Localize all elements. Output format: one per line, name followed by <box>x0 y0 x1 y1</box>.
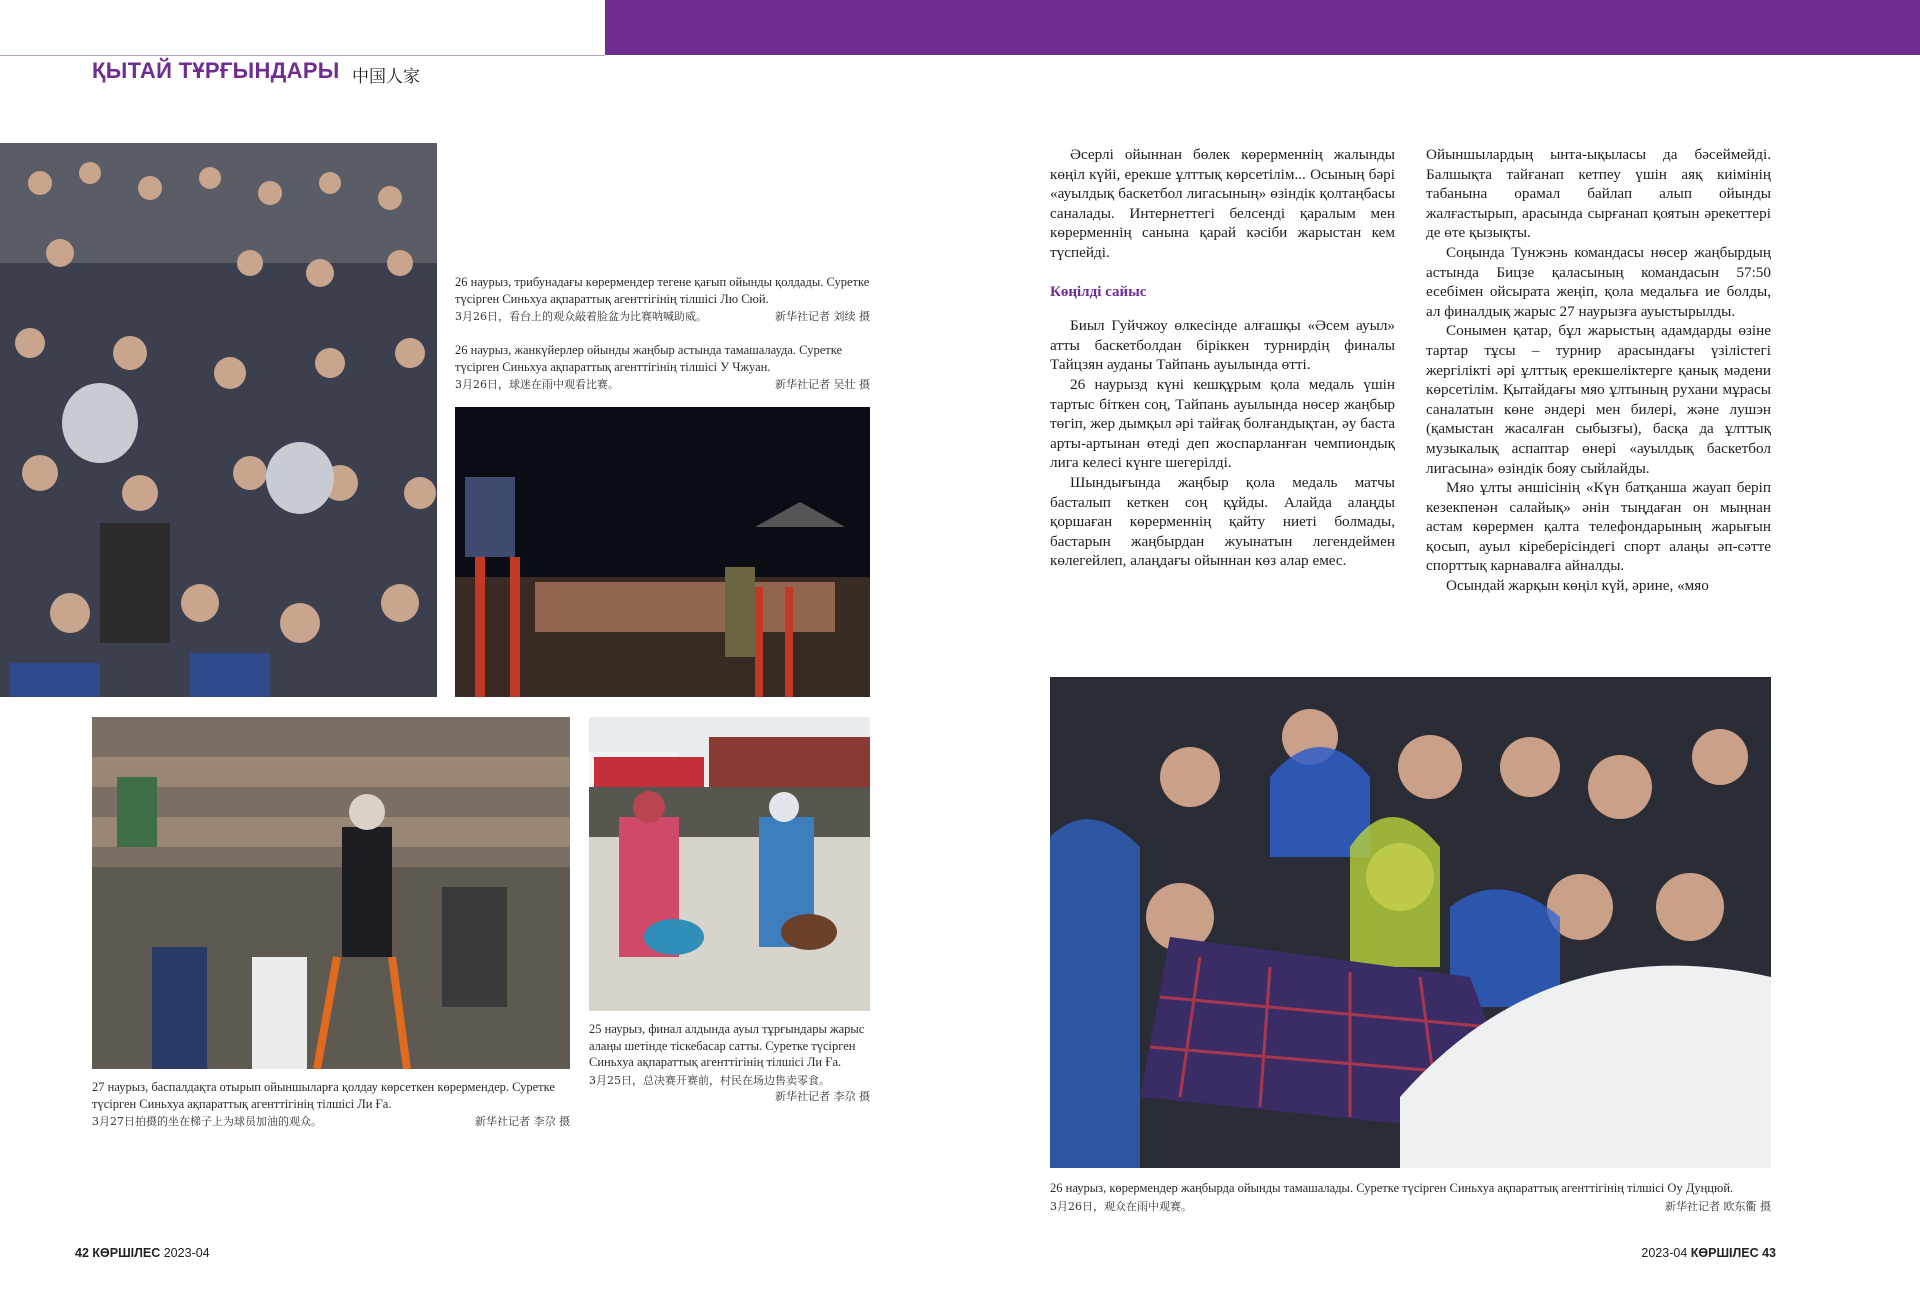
paragraph: Сонымен қатар, бұл жарыстың адамдарды өзіне тартар тұсы – турнир арасындағы үзілістегі жергілікті әрі ұлттық ерекшеліктерге қанық мәдени көрсетілім. Қытайдағы мяо ұлтының рухани мұрасы саналатын көне әндері мен билері, және лушэн (қамыстан жасалған сыбызғы), басқа да ұлттық музыкалық аспаптар өнері «ауылдық баскетбол лигасына» өзіндік бояу сыйлайды. <box>1426 322 1771 477</box>
subheading: Көңілді сайыс <box>1050 283 1147 300</box>
caption-cn: 3月25日，总决赛开赛前，村民在场边售卖零食。 <box>589 1073 830 1087</box>
issue-left: 2023-04 <box>163 1246 210 1260</box>
paragraph: Әсерлі ойыннан бөлек көрерменнің жалынды көңіл күйі, ерекше ұлттық көрсетілім... Осының бәрі «ауылдық баскетбол лигасының» өзіндік қолтаңбасы саналады. Интернеттегі белсенді қаралым мен көрерменнің санына қарай кәсіби жарыстан кем түспейді. <box>1050 146 1395 261</box>
photo-fans-on-ladders <box>92 717 570 1069</box>
caption-credit: 新华社记者 李尕 摄 <box>775 1089 870 1103</box>
caption-text: 25 наурыз, финал алдында ауыл тұрғындары жарыс алаңы шетінде тіскебасар сатты. Суретке түсірген Синьхуа ақпараттық агенттігінің тілшісі Ли Ға. <box>589 1022 865 1069</box>
caption-photo-3 <box>92 1079 570 1130</box>
paragraph: Шындығында жаңбыр қола медаль матчы басталып кеткен соң құйды. Алайда алаңды қоршаған көрерменнің қайту ниеті болмады, бастарын жаңбырдан жуынатын легендеймен көлегейлеп, алаңдағы ойыннан көз алар емес. <box>1050 473 1395 570</box>
caption-text: 26 наурыз, жанкүйерлер ойынды жаңбыр астында тамашалауда. Суретке түсірген Синьхуа ақпараттық агенттігінің тілшісі У Чжуан. <box>455 343 843 374</box>
issue-right: 2023-04 <box>1641 1246 1688 1260</box>
caption-credit: 新华社记者 刘续 摄 <box>775 310 870 323</box>
section-title-chinese: 中国人家 <box>352 67 420 87</box>
header-color-bar <box>605 0 1920 55</box>
paragraph: 26 наурызд күні кешқұрым қола медаль үшін тартыс біткен соң, Тайпань ауылында нөсер жаңбыр төгіп, жер дымқыл әрі тайғақ болғандықтан, әу баста арты-артынан өтеді деп жоспарланған чемпиондық лига келесі күнге шегерілді. <box>1050 375 1395 472</box>
page-number-right: 43 <box>1762 1246 1776 1260</box>
paragraph: Ойыншылардың ынта-ықыласы да бәсеймейді. Балшықта тайғанап кетпеу үшін аяқ киімінің табанына орамал байлап алып ойынды жалғастырып, арасында сырғанап қоятын әрекеттері де өте қызықты. <box>1426 146 1771 242</box>
caption-text: 26 наурыз, трибунадағы көрермендер тегене қағып ойынды қолдады. Суретке түсірген Синьхуа ақпараттық агенттігінің тілшісі Лю Сюй. <box>455 275 870 306</box>
photo-night-rain <box>455 407 870 697</box>
paragraph: Осындай жарқын көңіл күй, әрине, «мяо <box>1446 577 1709 595</box>
caption-cn: 3月26日，看台上的观众敲着脸盆为比赛呐喊助威。 <box>455 310 707 323</box>
caption-cn: 3月27日拍摄的坐在梯子上为球员加油的观众。 <box>92 1115 322 1128</box>
paragraph: Мяо ұлты әншісінің «Күн батқанша жауап беріп кезекпенән салайық» әнін тыңдаған он мыңнан астам көрермен қалта телефондарының жарығын қосып, ауыл кіреберісіндегі спорт алаңы әп-сәтте спорттық карнавалға айналды. <box>1426 479 1771 575</box>
photo-crowd-basins <box>0 143 437 697</box>
caption-credit: 新华社记者 李尕 摄 <box>475 1115 570 1128</box>
caption-photo-1 <box>455 274 870 325</box>
magazine-title-left: КӨРШІЛЕС <box>92 1246 161 1260</box>
photo-spectators-umbrellas <box>1050 677 1771 1168</box>
caption-photo-2 <box>455 342 870 393</box>
photo-village-vendors <box>589 717 870 1011</box>
caption-cn: 3月26日，球迷在雨中观看比赛。 <box>455 378 619 391</box>
caption-text: 27 наурыз, баспалдақта отырып ойыншыларға қолдау көрсеткен көрермендер. Суретке түсірген Синьхуа ақпараттық агенттігінің тілшісі Ли Ға. <box>92 1080 555 1111</box>
section-title: ҚЫТАЙ ТҰРҒЫНДАРЫ <box>92 58 340 83</box>
caption-text: 26 наурыз, көрермендер жаңбырда ойынды тамашалады. Суретке түсірген Синьхуа ақпараттық агенттігінің тілшісі Оу Дуңцюй. <box>1050 1181 1734 1195</box>
caption-credit: 新华社记者 欧东衢 摄 <box>1665 1199 1771 1213</box>
page-number-left: 42 <box>75 1246 89 1260</box>
caption-photo-5 <box>1050 1180 1771 1215</box>
article-column-2 <box>1426 145 1771 596</box>
article-column-1 <box>1050 145 1395 571</box>
footer-left <box>75 1246 210 1260</box>
caption-credit: 新华社记者 吴壮 摄 <box>775 378 870 391</box>
footer-right <box>1641 1246 1776 1260</box>
caption-photo-4 <box>589 1021 870 1105</box>
paragraph: Соңында Тунжэнь командасы нөсер жаңбырдың астында Бицзе қаласының командасын 57:50 есебімен ойсырата жеңіп, қола медальға ие болды, ал финалдық жарыс 27 наурызға ауыстырылды. <box>1426 243 1771 320</box>
header-rule <box>0 55 605 56</box>
caption-cn: 3月26日，观众在雨中观赛。 <box>1050 1199 1192 1213</box>
magazine-title-right: КӨРШІЛЕС <box>1690 1246 1759 1260</box>
paragraph: Биыл Гуйчжоу өлкесінде алғашқы «Әсем ауыл» атты баскетболдан біріккен турнирдің финалы Тайцзян ауданы Тайпань ауылында өтті. <box>1050 317 1395 374</box>
